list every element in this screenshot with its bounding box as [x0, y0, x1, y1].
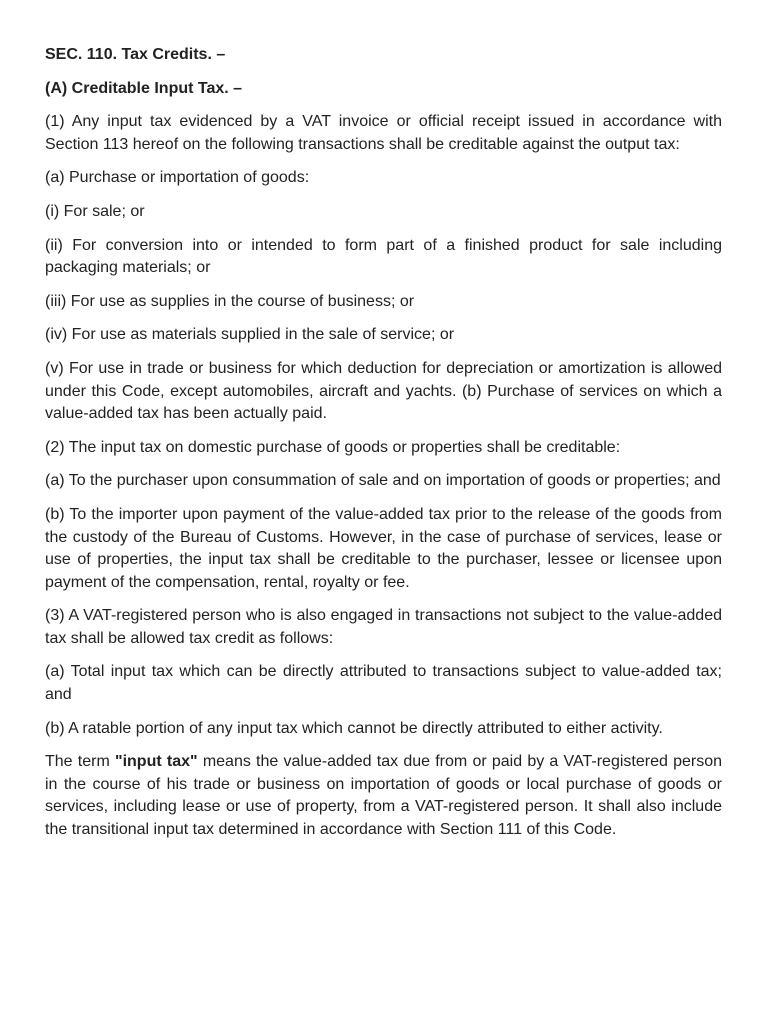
- paragraph-3: (3) A VAT-registered person who is also engaged in transactions not subject to the value-added tax shall be allowed tax credit as follows:: [45, 607, 722, 647]
- paragraph-1a-iii: (iii) For use as supplies in the course of business; or: [45, 292, 415, 310]
- paragraph-2a: (a) To the purchaser upon consummation of sale and on importation of goods or properties; and: [45, 472, 721, 490]
- paragraph-1: (1) Any input tax evidenced by a VAT invoice or official receipt issued in accordance with Section 113 hereof on the following transactions shall be creditable against the output tax:: [45, 113, 722, 153]
- section-heading: SEC. 110. Tax Credits. –: [45, 46, 226, 63]
- definition-body: means the value-added tax due from or paid by a VAT-registered person in the course of his trade or business on importation of goods or local purchase of goods or services, including lease or use of property, from a VAT-registered person. It shall also include the transitional input tax determined in accordance with Section 111 of this Code.: [45, 753, 723, 839]
- paragraph-2b: (b) To the importer upon payment of the value-added tax prior to the release of the goods from the custody of the Bureau of Customs. However, in the case of purchase of services, lease or use of properties, the input tax shall be creditable to the purchaser, lessee or licensee upon payment of the compensation, rental, royalty or fee.: [45, 505, 722, 591]
- definition-term: "input tax": [115, 753, 198, 771]
- paragraph-1a-v: (v) For use in trade or business for which deduction for depreciation or amortization is allowed under this Code, except automobiles, aircraft and yachts. (b) Purchase of services on which a value-added tax has been actually paid.: [45, 359, 722, 423]
- paragraph-1a-i: (i) For sale; or: [45, 202, 145, 220]
- subsection-heading: (A) Creditable Input Tax. –: [45, 79, 243, 97]
- input-tax-definition: [45, 751, 722, 841]
- paragraph-1a-iv: (iv) For use as materials supplied in the sale of service; or: [45, 326, 455, 344]
- paragraph-2: (2) The input tax on domestic purchase of goods or properties shall be creditable:: [45, 438, 621, 456]
- paragraph-1a: (a) Purchase or importation of goods:: [45, 169, 310, 187]
- definition-prefix: The term: [45, 753, 115, 771]
- paragraph-3a: (a) Total input tax which can be directly attributed to transactions subject to value-added tax; and: [45, 663, 722, 704]
- paragraph-1a-ii: (ii) For conversion into or intended to form part of a finished product for sale including packaging materials; or: [45, 236, 722, 277]
- paragraph-3b: (b) A ratable portion of any input tax which cannot be directly attributed to either activity.: [45, 719, 663, 737]
